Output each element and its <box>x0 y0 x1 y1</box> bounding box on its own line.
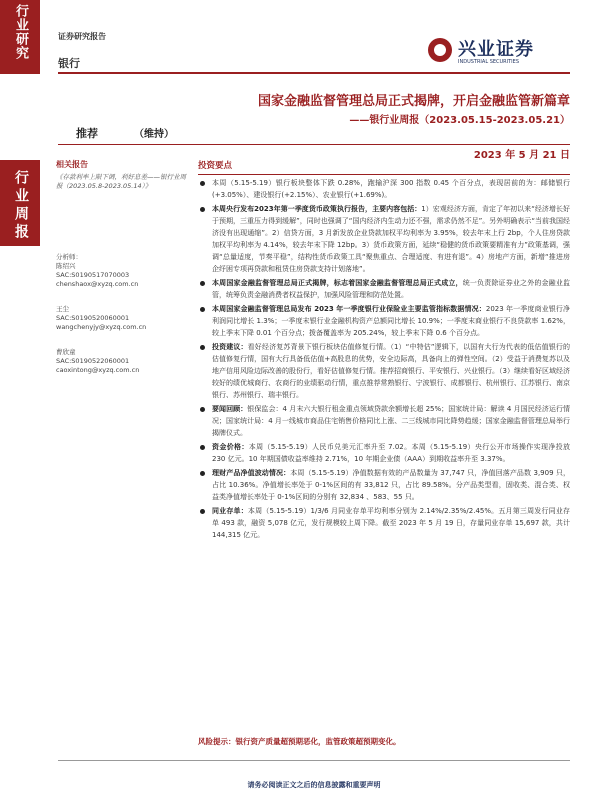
list-item: 投资建议：看好经济复苏背景下银行板块估值修复行情。（1）“中特估”逻辑下，以国有大行为代表的低估值银行的估值修复行情，国有大行具备低估值+高股息的优势，安全边际高，具备向上的弹性空间。（2）受益于消费复苏以及地产信用风险边际改善的股份行，看好估值修复行情。推荐招商银行、平安银行、兴业银行。（3）继续看好区域经济较好的绩优城商行、农商行的业绩驱动行情，重点推荐常熟银行、宁波银行、成都银行、杭州银行、江苏银行、南京银行、苏州银行、瑞丰银行。 <box>198 341 570 401</box>
title-divider <box>58 144 570 145</box>
industry-category: 银行 <box>58 57 80 70</box>
company-logo <box>428 38 534 65</box>
analyst-block <box>56 305 192 332</box>
analyst-sac: SAC:S0190522060001 <box>56 357 130 365</box>
analyst-name: 陈绍兴 <box>56 262 76 270</box>
side-label-top: 行业研究 <box>13 4 28 60</box>
analyst-email[interactable]: chenshaox@xyzq.com.cn <box>56 280 139 288</box>
disclaimer-footer: 请务必阅读正文之后的信息披露和重要声明 <box>247 781 381 789</box>
report-type: 证券研究报告 <box>58 32 106 41</box>
logo-mark-icon <box>428 38 452 62</box>
main-content <box>198 160 570 543</box>
report-title: 国家金融监督管理总局正式揭牌，开启金融监管新篇章 <box>257 94 570 109</box>
side-label-middle: 行业周报 <box>13 170 29 242</box>
analyst-block <box>56 348 192 375</box>
list-item: 本周（5.15-5.19）银行板块整体下跌 0.28%，跑输沪深 300 指数 0.45 个百分点，表现居前的为：邮储银行(+3.05%）、建设银行(+2.15%）、农业银行(+1.69%)。 <box>198 177 570 201</box>
logo-english: INDUSTRIAL SECURITIES <box>458 59 519 65</box>
rating-label: 推荐 <box>76 127 98 140</box>
list-item: 要闻回顾：银保监会：4 月末六大银行租金重点领域贷款余额增长超 25%；国家统计局：解读 4 月国民经济运行情况；国家统计局：4 月一线城市商品住宅销售价格同比上涨、二三线城市同比降势趋缓；国家金融监督管理总局举行揭牌仪式。 <box>198 403 570 439</box>
left-sidebar <box>56 160 192 379</box>
analyst-block <box>56 253 192 289</box>
side-band-middle <box>0 160 40 246</box>
related-report-link[interactable]: 《存款利率上限下调，利好息差——银行业周报（2023.05.8-2023.05.14）》 <box>56 173 186 190</box>
analyst-email[interactable]: wangchenyjy@xyzq.com.cn <box>56 323 147 331</box>
analyst-sac: SAC:S0190520060001 <box>56 314 130 322</box>
analyst-role: 分析师： <box>56 253 82 261</box>
analyst-name: 王尘 <box>56 305 69 313</box>
analyst-sac: SAC:S0190517070003 <box>56 271 130 279</box>
list-item: 本周国家金融监督管理总局发布 2023 年一季度银行业保险业主要监管指标数据情况：2023 年一季度商业银行净利润同比增长 1.3%；一季度末银行业金融机构资产总额同比增长 10.9%；一季度末商业银行不良贷款率 1.62%，较上季末下降 0.01 个百分点；拨备覆盖率为 205.24%，较上季末下降 0.6 个百分点。 <box>198 303 570 339</box>
list-item: 本周国家金融监督管理总局正式揭牌，标志着国家金融监督管理总局正式成立，统一负责除证券业之外的金融业监管，统筹负责金融消费者权益保护，加强风险管理和防范处置。 <box>198 277 570 301</box>
list-item: 本周央行发布2023年第一季度货币政策执行报告，主要内容包括：1）宏观经济方面，肯定了年初以来“经济增长好于预期，三重压力得到缓解”，同时也强调了“国内经济内生动力还不强，需求仍然不足”。另外明确表示“当前我国经济没有出现通缩”。2）信贷方面，3 月新发放企业贷款加权平均利率为 3.95%，较去年末上行 2bp，个人住房贷款加权平均利率为 4.14%，较去年末下降 12bp。3）货币政策方面，延续“稳健的货币政策要精准有力”政策基调，强调“总量适度，节奏平稳”，结构性货币政策工具“聚焦重点、合理适度、有进有退”。4）房地产方面，新增“推进房企纾困专项再贷款和租赁住房贷款支持计划落地”。 <box>198 203 570 275</box>
list-item: 同业存单：本周（5.15-5.19）1/3/6 月同业存单平均利率分别为 2.14%/2.35%/2.45%。五月第三周发行同业存单 493 款，融资 5,078 亿元，发行规模较上周下降。截至 2023 年 5 月 19 日，存量同业存单 15,697 款，共计 144,315 亿元。 <box>198 505 570 541</box>
footer-divider <box>58 760 570 761</box>
logo-text: 兴业证券 <box>458 39 534 60</box>
analyst-email[interactable]: caoxintong@xyzq.com.cn <box>56 366 140 374</box>
analyst-name: 曹欣童 <box>56 348 76 356</box>
investment-highlights-heading: 投资要点 <box>198 160 570 175</box>
related-reports-heading: 相关报告 <box>56 160 88 169</box>
header-divider <box>58 72 570 74</box>
report-subtitle: ——银行业周报（2023.05.15-2023.05.21） <box>349 115 570 126</box>
list-item: 理财产品净值波动情况：本周（5.15-5.19）净值数据有效的产品数量为 37,747 只，净值回落产品数 3,909 只，占比 10.36%。净值增长率处于 0-1%区间的有 33,812 只，占比 89.58%。分产品类型看，固收类、混合类、权益类净值增长率处于 0-1%区间的分别有 32,834 、583、55 只。 <box>198 467 570 503</box>
side-band-top <box>0 0 40 74</box>
rating-action: （维持） <box>134 129 174 140</box>
risk-warning: 风险提示：银行资产质量超预期恶化，监管政策超预期变化。 <box>198 737 401 746</box>
list-item: 资金价格：本周（5.15-5.19）人民币兑美元汇率升至 7.02。本周（5.15-5.19）央行公开市场操作实现净投放 230 亿元。10 年期国债收益率维持 2.71%，10 年期企业债（AAA）到期收益率升至 3.37%。 <box>198 441 570 465</box>
report-date: 2023 年 5 月 21 日 <box>473 150 570 161</box>
